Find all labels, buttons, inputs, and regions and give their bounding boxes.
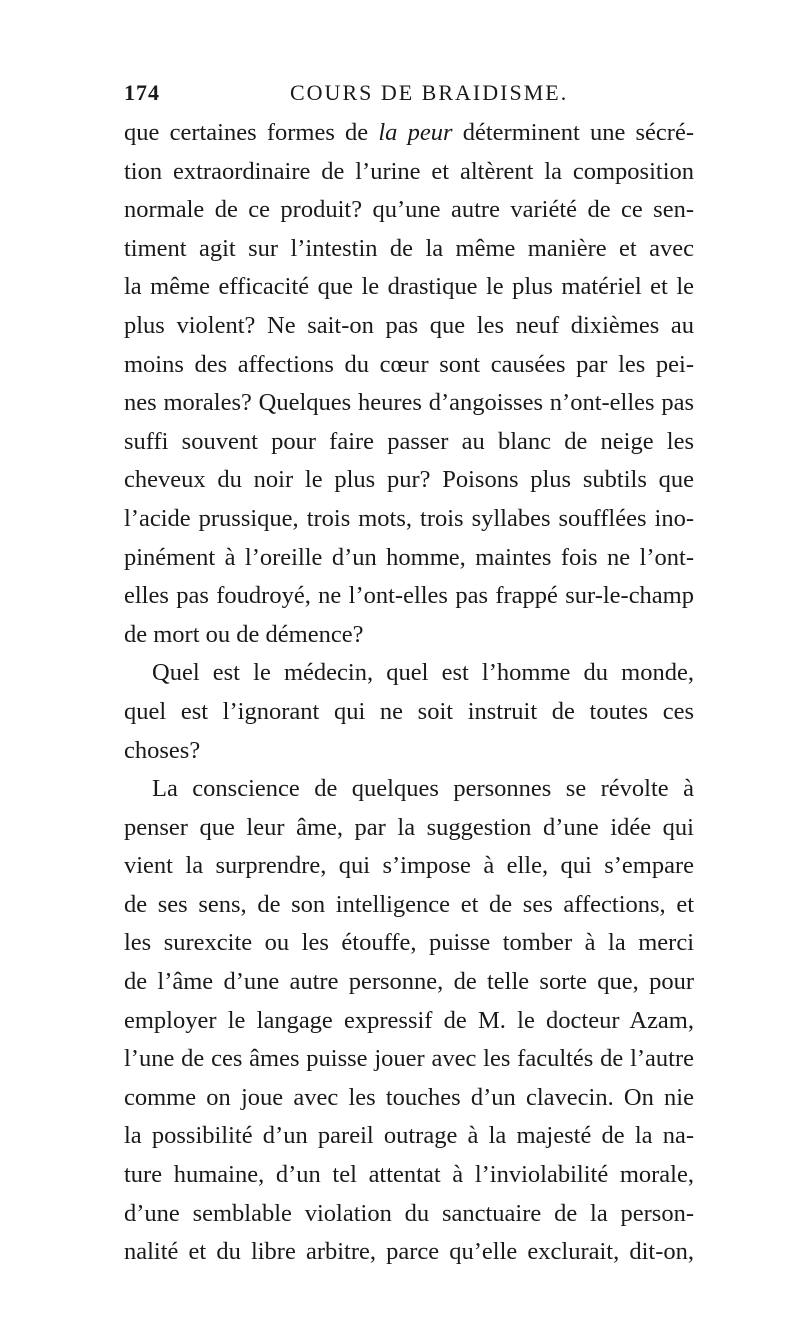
text-line: l’acide prussique, trois mots, trois syllabes soufflées ino- xyxy=(124,504,694,532)
text-line: l’une de ces âmes puisse jouer avec les facultés de l’autre xyxy=(124,1045,694,1073)
text-line: de l’âme d’une autre personne, de telle sorte que, pour xyxy=(124,968,694,996)
text-line: tion extraordinaire de l’urine et altèrent la composition xyxy=(124,157,694,185)
running-title: COURS DE BRAIDISME. xyxy=(290,80,569,105)
text-line: timent agit sur l’intestin de la même manière et avec xyxy=(124,234,694,262)
text-line: cheveux du noir le plus pur? Poisons plus subtils que xyxy=(124,466,694,494)
text-line: nes morales? Quelques heures d’angoisses n’ont-elles pas xyxy=(124,389,694,417)
text-line: quel est l’ignorant qui ne soit instruit de toutes ces xyxy=(124,697,694,725)
page-header xyxy=(124,80,704,112)
text-line: moins des affections du cœur sont causées par les pei- xyxy=(124,350,694,378)
text-line: nalité et du libre arbitre, parce qu’elle exclurait, dit-on, xyxy=(124,1238,694,1266)
paragraph-start-line: La conscience de quelques personnes se révolte à xyxy=(152,775,694,803)
text-line: plus violent? Ne sait-on pas que les neuf dixièmes au xyxy=(124,311,694,339)
text-line: de ses sens, de son intelligence et de ses affections, et xyxy=(124,890,694,918)
text-line: que certaines formes de la peur déterminent une sécré- xyxy=(124,119,694,146)
text-line: les surexcite ou les étouffe, puisse tomber à la merci xyxy=(124,929,694,957)
text-line: penser que leur âme, par la suggestion d’une idée qui xyxy=(124,813,694,841)
text-line: elles pas foudroyé, ne l’ont-elles pas frappé sur-le-champ xyxy=(124,582,694,610)
text-line: d’une semblable violation du sanctuaire de la person- xyxy=(124,1199,694,1227)
text-line: suffi souvent pour faire passer au blanc de neige les xyxy=(124,427,694,455)
text-line: la même efficacité que le drastique le plus matériel et le xyxy=(124,273,694,301)
text-line: employer le langage expressif de M. le docteur Azam, xyxy=(124,1006,694,1034)
text-line: comme on joue avec les touches d’un clavecin. On nie xyxy=(124,1083,694,1111)
text-line: choses? xyxy=(124,736,201,764)
page-number: 174 xyxy=(124,80,160,105)
text-line: vient la surprendre, qui s’impose à elle, qui s’empare xyxy=(124,852,694,880)
text-line: ture humaine, d’un tel attentat à l’inviolabilité morale, xyxy=(124,1161,694,1189)
text-line: la possibilité d’un pareil outrage à la majesté de la na- xyxy=(124,1122,694,1150)
emphasized-phrase: la peur xyxy=(378,119,453,146)
paragraph-start-line: Quel est le médecin, quel est l’homme du monde, xyxy=(152,659,694,687)
text-line: normale de ce produit? qu’une autre variété de ce sen- xyxy=(124,196,694,224)
text-line: pinément à l’oreille d’un homme, maintes fois ne l’ont- xyxy=(124,543,694,571)
body-text xyxy=(124,114,694,1272)
text-line: de mort ou de démence? xyxy=(124,620,364,648)
